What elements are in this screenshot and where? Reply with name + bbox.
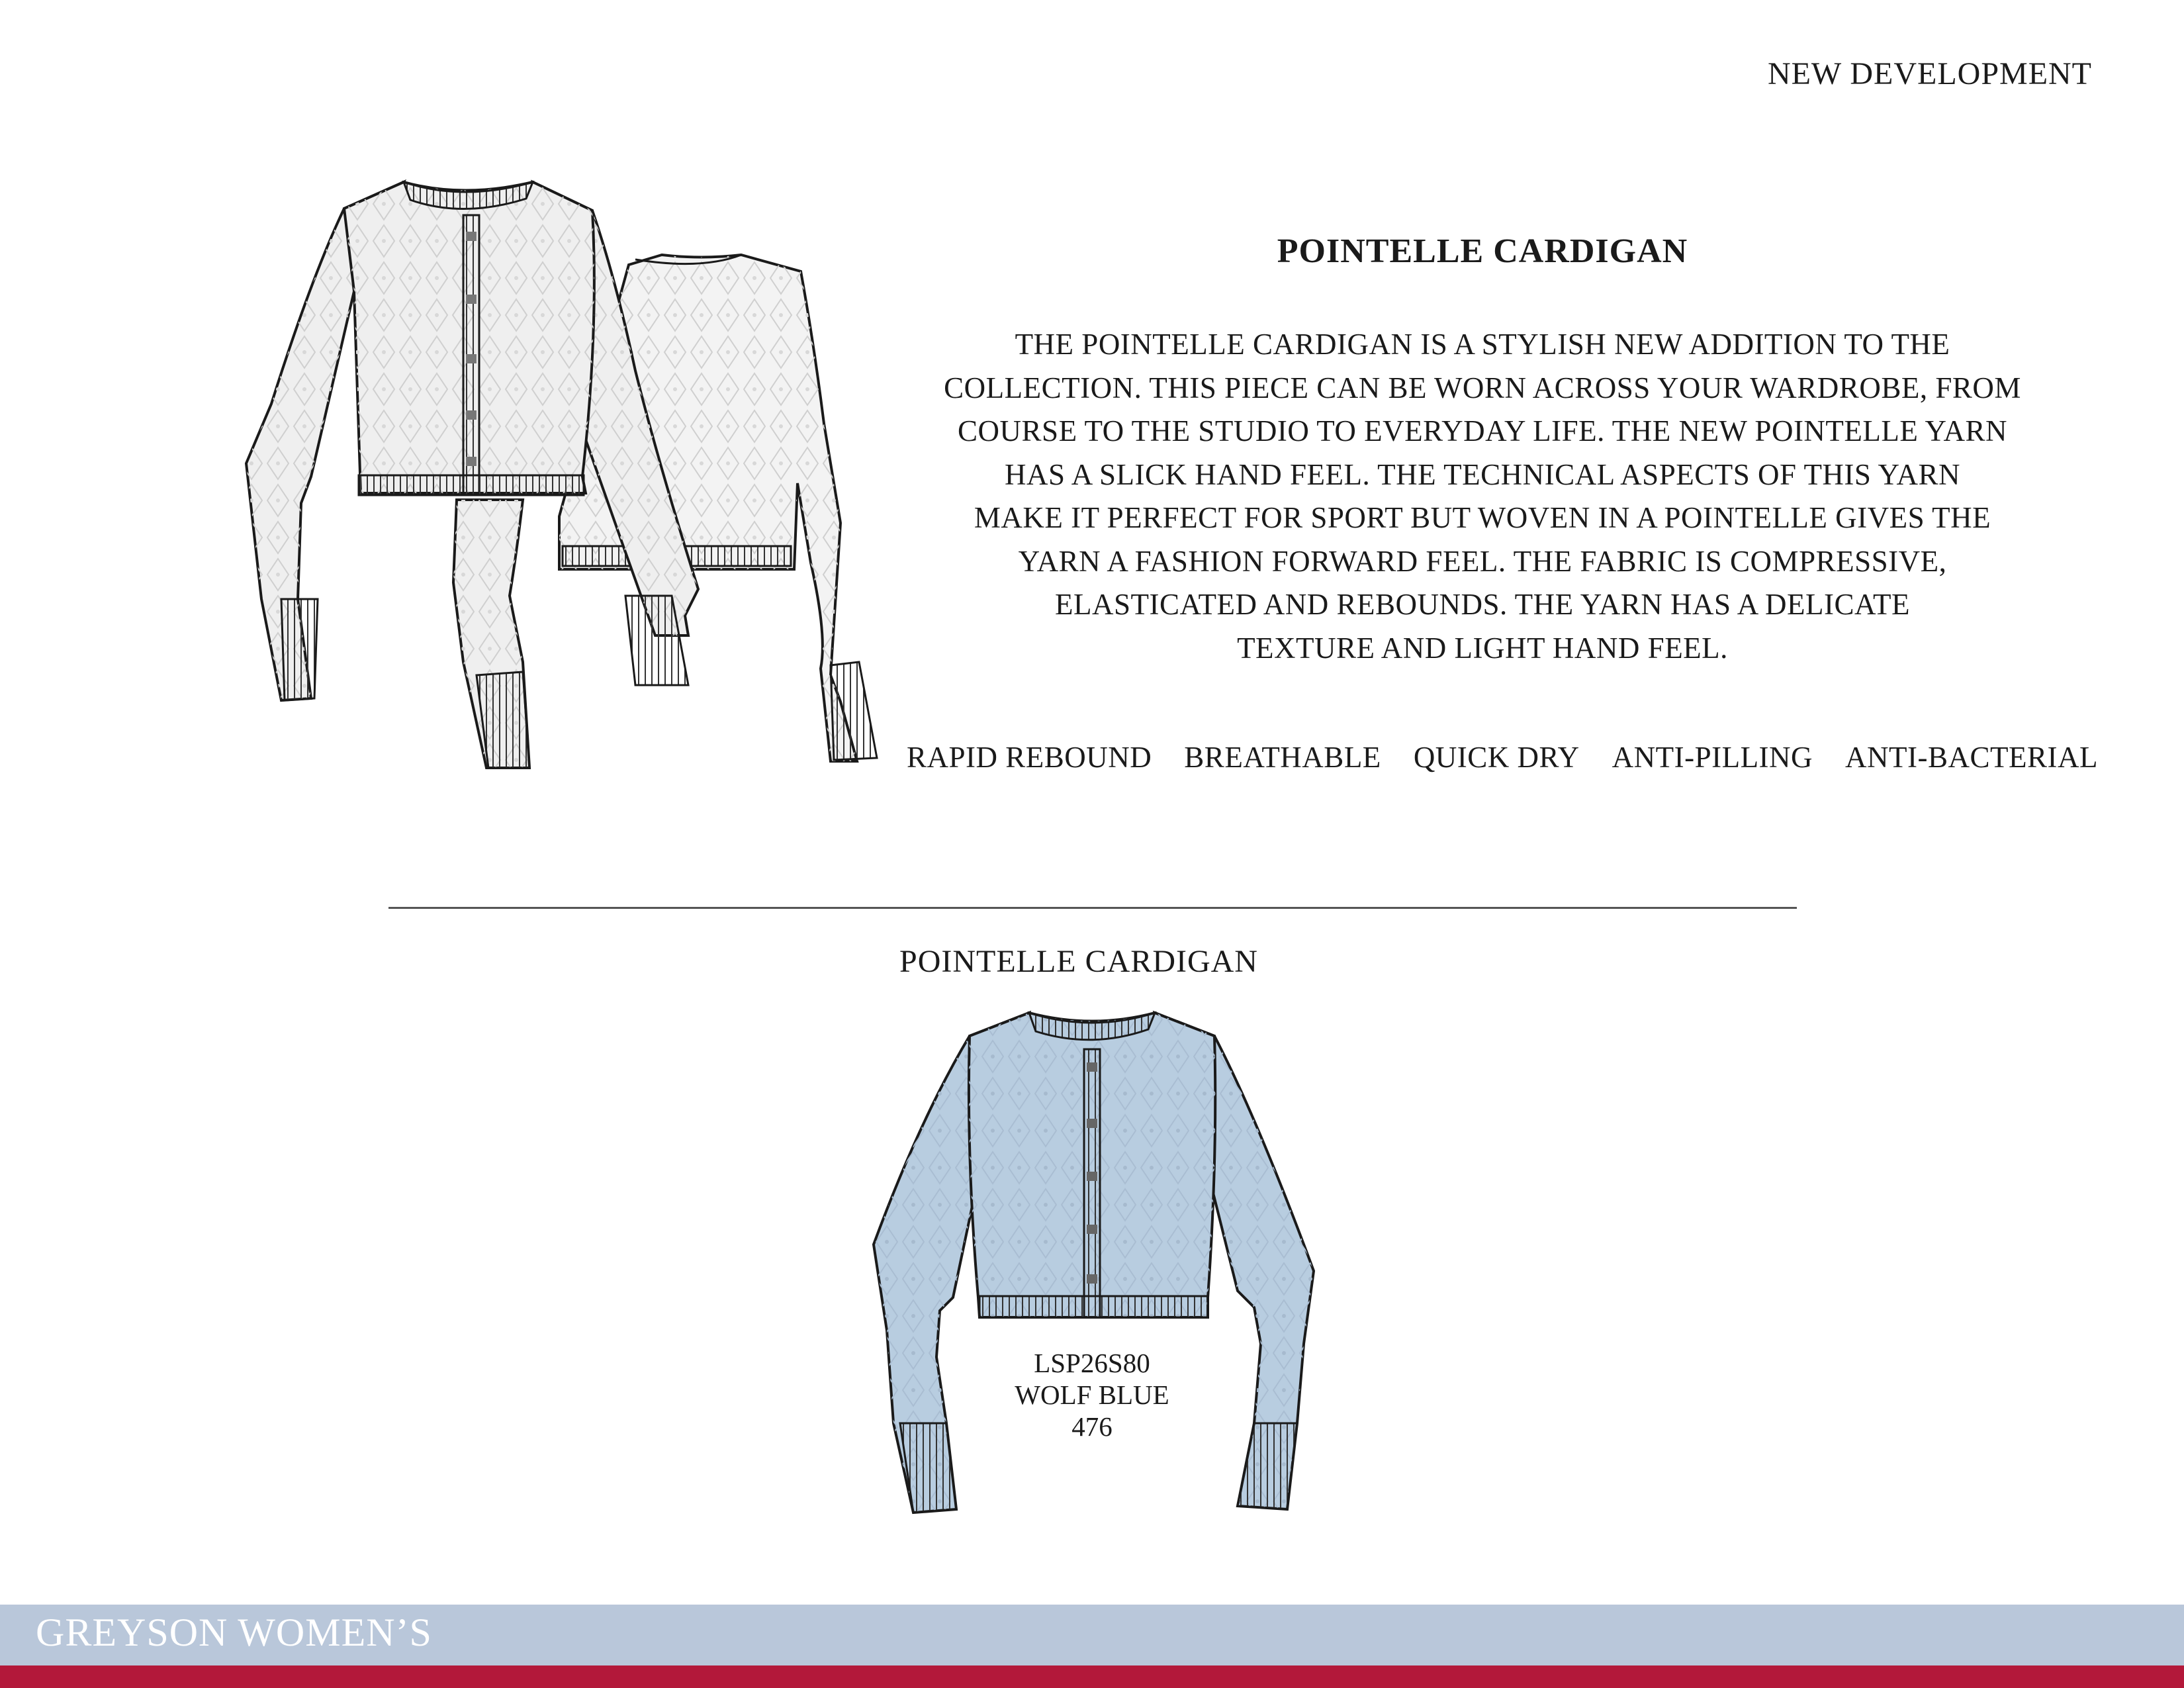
- color-code: 476: [1071, 1411, 1113, 1442]
- color-name: WOLF BLUE: [1015, 1380, 1169, 1410]
- feature-item: RAPID REBOUND: [907, 741, 1152, 774]
- colorway-label: [993, 1347, 1191, 1442]
- feature-item: BREATHABLE: [1184, 741, 1381, 774]
- colorway-title: POINTELLE CARDIGAN: [899, 944, 1258, 979]
- description-line: TEXTURE AND LIGHT HAND FEEL.: [1237, 631, 1728, 665]
- feature-item: QUICK DRY: [1413, 741, 1580, 774]
- description-line: MAKE IT PERFECT FOR SPORT BUT WOVEN IN A POINTELLE GIVES THE: [974, 501, 1991, 534]
- style-number: LSP26S80: [1034, 1348, 1150, 1378]
- feature-item: ANTI-BACTERIAL: [1845, 741, 2098, 774]
- footer-accent-bar: [0, 1665, 2184, 1688]
- description-line: COLLECTION. THIS PIECE CAN BE WORN ACROSS YOUR WARDROBE, FROM: [944, 371, 2021, 404]
- description-line: THE POINTELLE CARDIGAN IS A STYLISH NEW ADDITION TO THE: [1015, 328, 1950, 361]
- description-line: YARN A FASHION FORWARD FEEL. THE FABRIC IS COMPRESSIVE,: [1018, 544, 1947, 578]
- description-line: ELASTICATED AND REBOUNDS. THE YARN HAS A DELICATE: [1054, 588, 1911, 621]
- description-line: HAS A SLICK HAND FEEL. THE TECHNICAL ASPECTS OF THIS YARN: [1004, 457, 1961, 491]
- brand-name: GREYSON WOMEN’S: [36, 1611, 432, 1654]
- feature-item: ANTI-PILLING: [1612, 741, 1813, 774]
- description-line: COURSE TO THE STUDIO TO EVERYDAY LIFE. THE NEW POINTELLE YARN: [958, 414, 2007, 447]
- product-title: POINTELLE CARDIGAN: [1277, 232, 1688, 270]
- section-label: NEW DEVELOPMENT: [1767, 56, 2092, 91]
